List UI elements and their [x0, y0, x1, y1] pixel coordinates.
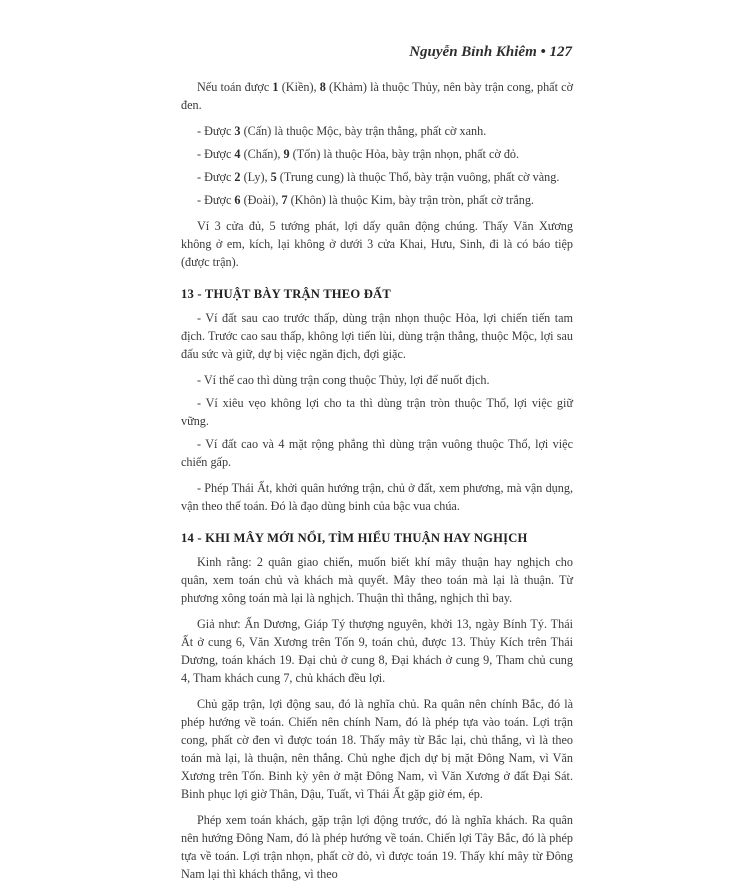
bullet-item: - Được 3 (Cấn) là thuộc Mộc, bày trận thẳng, phất cờ xanh. [197, 124, 487, 138]
section-heading: 14 - KHI MÂY MỚI NỔI, TÌM HIỂU THUẬN HAY NGHỊCH [181, 531, 528, 545]
bullet-item: - Ví thế cao thì dùng trận cong thuộc Thủy, lợi để nuốt địch. [197, 373, 490, 387]
bullet-item: - Được 2 (Ly), 5 (Trung cung) là thuộc Thổ, bày trận vuông, phất cờ vàng. [197, 170, 560, 184]
paragraph: Phép xem toán khách, gặp trận lợi động trước, đó là nghĩa khách. Ra quân nên hướng Đông Nam, đó là phép hướng về toán. Chiến lợi Tây Bắc, đó là phép tựa về toán. Lợi trận nhọn, phất cờ đỏ, vì được toán 19. Thấy khí mây từ Đông Nam lại thì khách thắng, vì theo [181, 813, 573, 881]
body-text [181, 78, 573, 891]
paragraph: - Ví đất sau cao trước thấp, dùng trận nhọn thuộc Hỏa, lợi chiến tiến tam địch. Trước cao sau thấp, không lợi tiến lùi, dùng trận thẳng, thuộc Mộc, lợi sau đấu sức và giữ, dự bị việc ngăn địch, đợi giặc. [181, 311, 573, 361]
bullet-item: - Được 4 (Chấn), 9 (Tốn) là thuộc Hỏa, bày trận nhọn, phất cờ đỏ. [197, 147, 520, 161]
paragraph: Chủ gặp trận, lợi động sau, đó là nghĩa chủ. Ra quân nên chính Bắc, đó là phép hướng về toán. Chiến nên chính Nam, đó là phép tựa vào toán. Lợi trận cong, phất cờ đen vì được toán 18. Thấy mây từ Bắc lại, chủ thắng, vì là theo toán mà lại, là thuận, nên thắng. Chủ nghe địch dự bị mặt Đông Nam, vì Văn Xương trên Tốn. Binh kỳ yên ở mặt Đông Nam, vì Văn Xương ở đất Đại Sát. Binh phục lợi giờ Thân, Dậu, Tuất, vì Thái Ất gặp giờ ém, ép. [181, 697, 573, 801]
paragraph: - Phép Thái Ất, khởi quân hướng trận, chủ ở đất, xem phương, mà vận dụng, vận theo thế toán. Đó là đạo dùng binh của bậc vua chúa. [181, 481, 573, 513]
bullet-item: - Ví đất cao và 4 mặt rộng phẳng thì dùng trận vuông thuộc Thổ, lợi việc chiến gấp. [181, 437, 573, 469]
paragraph: Giả như: Ấn Dương, Giáp Tý thượng nguyên, khởi 13, ngày Bính Tý. Thái Ất ở cung 6, Văn Xương trên Tốn 9, toán chủ, được 13. Thủy Kích trên Thái Dương, toán khách 19. Đại chủ ở cung 8, Đại khách ở cung 9, Tham chủ cung 4, Tham khách cung 7, chủ khách đều lợi. [181, 617, 573, 685]
bullet-item: - Được 6 (Đoài), 7 (Khôn) là thuộc Kim, bày trận tròn, phất cờ trắng. [197, 193, 534, 207]
running-head: Nguyễn Bỉnh Khiêm • 127 [409, 44, 572, 60]
paragraph: Nếu toán được 1 (Kiền), 8 (Khảm) là thuộc Thủy, nên bày trận cong, phất cờ đen. [181, 80, 574, 112]
bullet-item: - Ví xiêu vẹo không lợi cho ta thì dùng trận tròn thuộc Thổ, lợi việc giữ vững. [181, 396, 573, 428]
paragraph: Kinh rằng: 2 quân giao chiến, muốn biết khí mây thuận hay nghịch cho quân, xem toán chủ và khách mà quyết. Mây theo toán mà lại là thuận. Từ phương xông toán mà lại là nghịch. Thuận thì thắng, nghịch thì bay. [181, 555, 573, 605]
paragraph: Ví 3 cửa đủ, 5 tướng phát, lợi dấy quân động chúng. Thấy Văn Xương không ở em, kích, lại không ở dưới 3 cửa Khai, Hưu, Sinh, đi là có báo tiệp (được trận). [181, 219, 573, 269]
section-heading: 13 - THUẬT BÀY TRẬN THEO ĐẤT [181, 287, 391, 301]
